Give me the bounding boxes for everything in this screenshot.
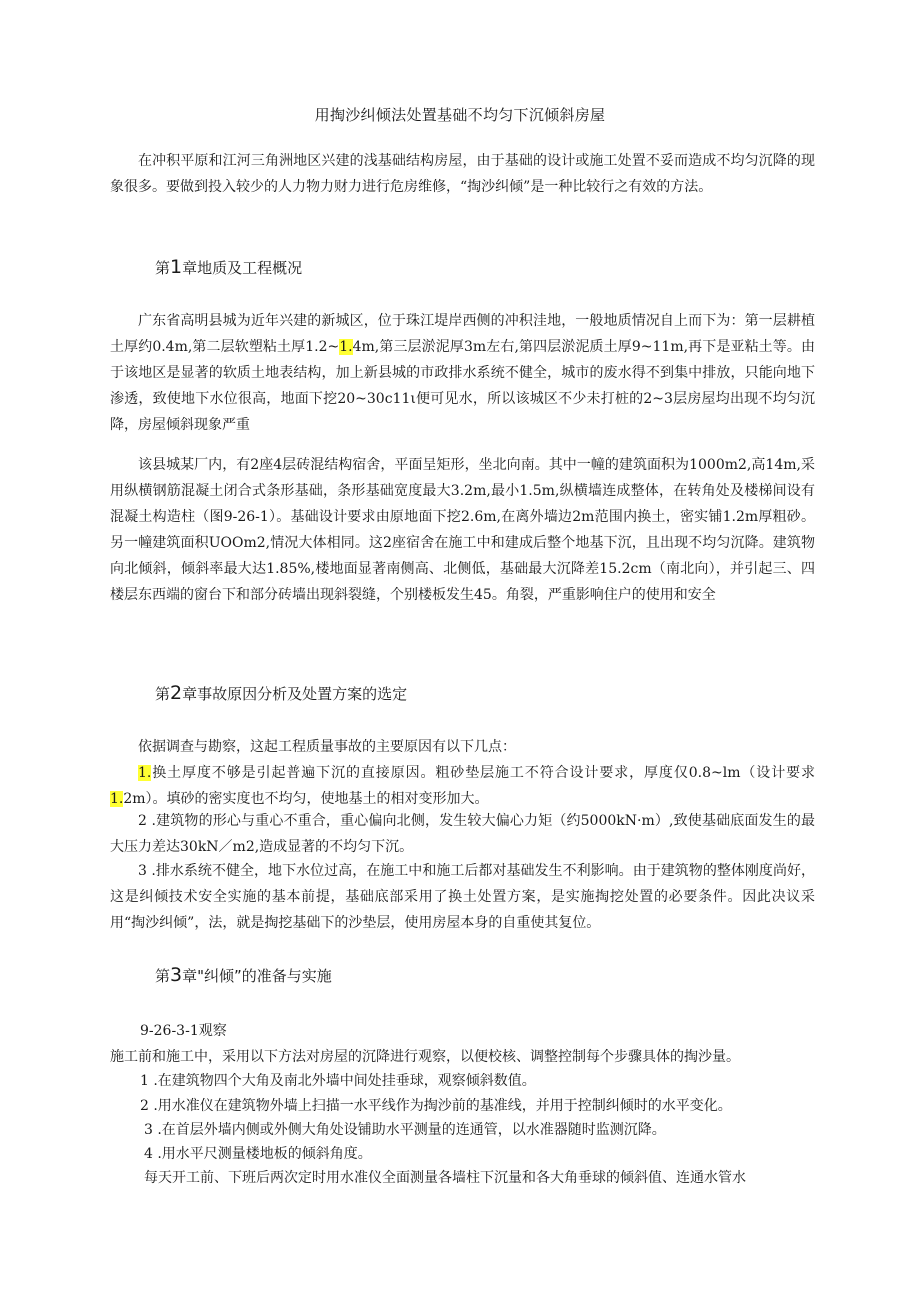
chapter-2-item-2: 2 .建筑物的形心与重心不重合，重心偏向北侧，发生较大偏心力矩（约5000kN·m）,致使基础底面发生的最大压力差达30kN／m2,造成显著的不均匀下沉。 xyxy=(110,813,815,855)
chapter-3-item-3: 3 .在首层外墙内侧或外侧大角处设铺助水平测量的连通管，以水准器随时监测沉降。 xyxy=(144,1122,666,1138)
chapter-1-heading xyxy=(155,256,302,278)
chapter-2-item-3: 3 .排水系统不健全，地下水位过高，在施工中和施工后都对基础发生不利影响。由于建筑物的整体刚度尚好，这是纠倾技术安全实施的基本前提，基础底部采用了换土处置方案，是实施掏挖处置的必要条件。因此决议采用“掏沙纠倾”，法，就是掏挖基础下的沙垫层，使用房屋本身的自重使其复位。 xyxy=(110,863,815,931)
chapter-2-title: 章事故原因分析及处置方案的选定 xyxy=(182,685,408,703)
chapter-1-paragraph-2: 该县城某厂内，有2座4层砖混结构宿舍，平面呈矩形，坐北向南。其中一幢的建筑面积为1000m2,高14m,采用纵横钢筋混凝土闭合式条形基础，条形基础宽度最大3.2m,最小1.5m,纵横墙连成整体，在转角处及楼梯间设有混凝土构造柱（图9-26-1）。基础设计要求由原地面下挖2.6m,在离外墙边2m范围内换土，密实铺1.2m厚粗砂。另一幢建筑面积UOOm2,情况大体相同。这2座宿舍在施工中和建成后整个地基下沉，且出现不均匀沉降。建筑物向北倾斜，倾斜率最大达1.85%,楼地面显著南侧高、北侧低，基础最大沉降差15.2cm（南北向），并引起三、四楼层东西端的窗台下和部分砖墙出现斜裂缝，个别楼板发生45。角裂，严重影响住户的使用和安全 xyxy=(110,457,815,603)
chapter-3-prefix: 第 xyxy=(155,967,171,985)
chapter-3-heading xyxy=(155,964,332,986)
highlighted-text: 1. xyxy=(138,765,152,781)
chapter-2-number: 2 xyxy=(170,682,183,704)
chapter-1-paragraph-1 xyxy=(110,308,815,438)
chapter-1-prefix: 第 xyxy=(155,259,171,277)
chapter-1-number: 1 xyxy=(170,256,183,278)
chapter-2-prefix: 第 xyxy=(155,685,171,703)
highlighted-text: 1. xyxy=(339,339,353,355)
chapter-3-tail-paragraph: 每天开工前、下班后两次定时用水准仪全面测量各墙柱下沉量和各大角垂球的倾斜值、连通水管水 xyxy=(144,1170,746,1186)
document-title: 用掏沙纠倾法处置基础不均匀下沉倾斜房屋 xyxy=(314,106,606,124)
chapter-3-number: 3 xyxy=(170,964,183,986)
chapter-3-item-2: 2 .用水准仪在建筑物外墙上扫描一水平线作为掏沙前的基准线，并用于控制纠倾时的水平变化。 xyxy=(140,1098,732,1114)
chapter-2-item-1 xyxy=(110,760,815,812)
ch2-item-1-text-a: 换土厚度不够是引起普遍下沉的直接原因。粗砂垫层施工不符合设计要求，厚度仅0.8~lm（设计要求 xyxy=(151,765,815,781)
chapter-3-title: 章"纠倾”的准备与实施 xyxy=(182,967,332,985)
chapter-3-item-4: 4 .用水平尺测量楼地板的倾斜角度。 xyxy=(144,1146,372,1162)
section-9-26-3-1-heading: 9-26-3-1观察 xyxy=(140,1023,227,1039)
ch1-p1-text-b: 4m,第三层淤泥厚3m左右,第四层淤泥质土厚9~11m,再下是亚粘土等。由于该地区是显著的软质土地表结构，加上新县城的市政排水系统不健全，城市的废水得不到集中排放，只能向地下渗透，致使地下水位很高，地面下挖20~30c11ι便可见水，所以该城区不少未打桩的2~3层房屋均出现不均匀沉降，房屋倾斜现象严重 xyxy=(110,339,815,433)
chapter-2-heading xyxy=(155,682,407,704)
intro-paragraph: 在冲积平原和江河三角洲地区兴建的浅基础结构房屋，由于基础的设计或施工处置不妥而造成不均匀沉降的现象很多。要做到投入较少的人力物力财力进行危房维修，“掏沙纠倾”是一种比较行之有效的方法。 xyxy=(110,153,815,195)
chapter-3-item-1: 1 .在建筑物四个大角及南北外墙中间处挂垂球，观察倾斜数值。 xyxy=(140,1073,536,1089)
highlighted-text: 1. xyxy=(110,791,124,807)
chapter-3-lead: 施工前和施工中，采用以下方法对房屋的沉降进行观察，以便校核、调整控制每个步骤具体的掏沙量。 xyxy=(110,1049,740,1065)
ch1-p1-text-a: 广东省高明县城为近年兴建的新城区，位于珠江堤岸西侧的冲积洼地，一般地质情况自上而下为：第一层耕植土厚约0.4m,第二层软塑粘土厚1.2~ xyxy=(110,313,815,355)
ch2-item-1-text-b: 2m）。填砂的密实度也不均匀，使地基土的相对变形加大。 xyxy=(123,791,489,807)
chapter-2-lead: 依据调查与勘察，这起工程质量事故的主要原因有以下几点： xyxy=(138,739,516,755)
chapter-1-title: 章地质及工程概况 xyxy=(182,259,303,277)
